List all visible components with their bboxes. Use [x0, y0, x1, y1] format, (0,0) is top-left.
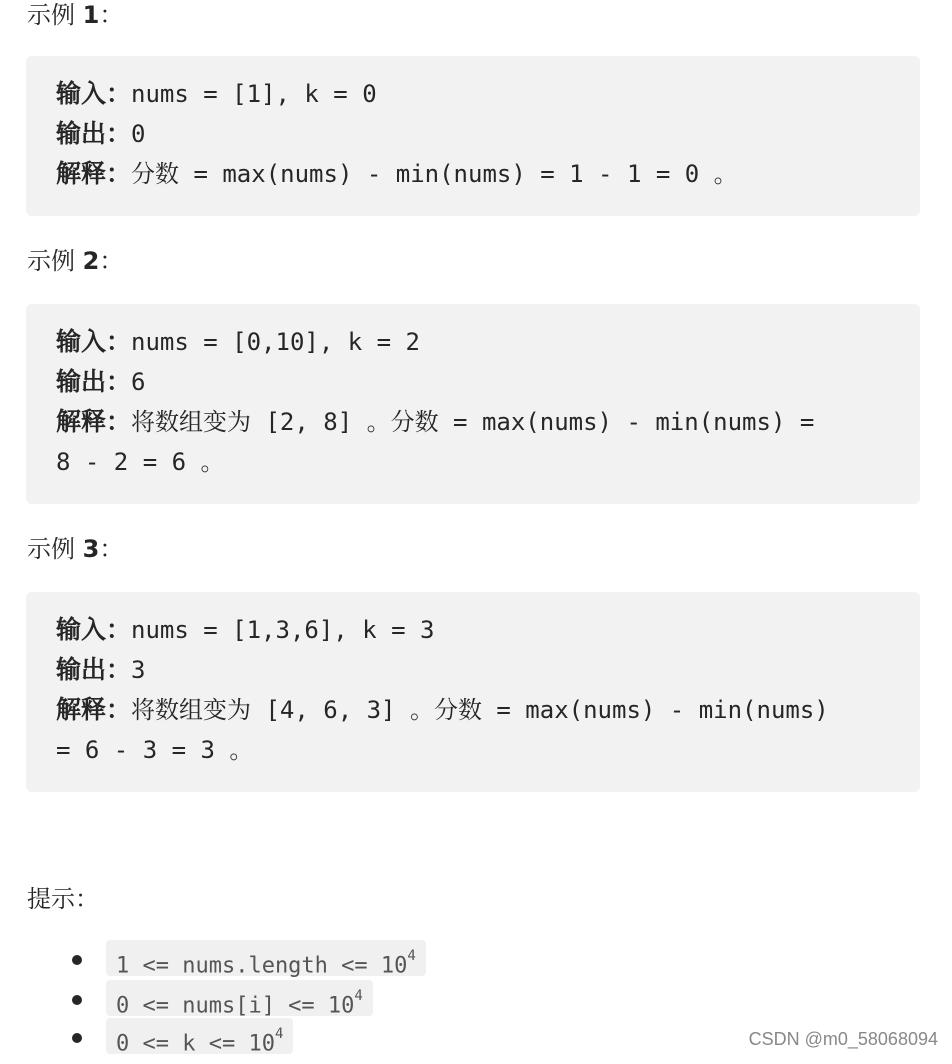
- hint-exponent: 4: [407, 948, 416, 964]
- bullet-icon: [72, 1033, 82, 1043]
- hint-code: [106, 980, 373, 1019]
- line-label: 输入：: [56, 615, 132, 644]
- hint-exponent: 4: [354, 988, 363, 1004]
- line-text: 3: [131, 656, 146, 684]
- line-label: 输出：: [56, 119, 132, 148]
- hint-text: 1 <= nums.length <= 10: [116, 953, 408, 979]
- example-heading-suffix: ：: [99, 247, 124, 275]
- hint-code: [106, 940, 426, 979]
- example-3-heading: [27, 534, 123, 564]
- example-heading-prefix: 示例: [27, 535, 83, 563]
- example-line: [56, 114, 890, 154]
- line-label: 输入：: [56, 327, 132, 356]
- bullet-icon: [72, 995, 82, 1005]
- example-line: [56, 610, 890, 650]
- example-1-code-block: [26, 56, 920, 216]
- example-heading-prefix: 示例: [27, 1, 83, 29]
- line-text: 将数组变为 [2, 8] 。分数 = max(nums) - min(nums) =: [131, 408, 815, 436]
- example-line: [56, 730, 890, 770]
- line-label: 输出：: [56, 655, 132, 684]
- example-heading-number: 1: [82, 1, 100, 29]
- line-text: = 6 - 3 = 3 。: [56, 736, 254, 764]
- line-text: nums = [1], k = 0: [131, 80, 377, 108]
- line-text: 6: [131, 368, 146, 396]
- example-line: [56, 322, 890, 362]
- example-line: [56, 74, 890, 114]
- example-line: [56, 362, 890, 402]
- example-1-heading: [27, 0, 123, 30]
- hint-text: 0 <= nums[i] <= 10: [116, 993, 355, 1019]
- hint-code: [106, 1018, 293, 1057]
- example-heading-number: 3: [82, 535, 100, 563]
- line-text: 分数 = max(nums) - min(nums) = 1 - 1 = 0 。: [131, 160, 738, 188]
- example-2-heading: [27, 246, 123, 276]
- example-3-code-block: [26, 592, 920, 792]
- line-label: 解释：: [56, 695, 132, 724]
- line-text: nums = [0,10], k = 2: [131, 328, 420, 356]
- hint-exponent: 4: [274, 1026, 284, 1042]
- line-text: 8 - 2 = 6 。: [56, 448, 225, 476]
- example-line: [56, 154, 890, 194]
- hints-heading: 提示：: [27, 885, 99, 913]
- example-heading-suffix: ：: [99, 535, 124, 563]
- watermark: CSDN @m0_58068094: [748, 1029, 938, 1049]
- example-line: [56, 442, 890, 482]
- example-heading-prefix: 示例: [27, 247, 83, 275]
- line-label: 输入：: [56, 79, 132, 108]
- line-text: 0: [131, 120, 146, 148]
- example-2-code-block: [26, 304, 920, 504]
- line-label: 解释：: [56, 159, 132, 188]
- example-line: [56, 690, 890, 730]
- hint-text: 0 <= k <= 10: [116, 1031, 275, 1057]
- example-line: [56, 402, 890, 442]
- bullet-icon: [72, 955, 82, 965]
- line-text: nums = [1,3,6], k = 3: [131, 616, 435, 644]
- line-text: 将数组变为 [4, 6, 3] 。分数 = max(nums) - min(nums): [131, 696, 829, 724]
- line-label: 解释：: [56, 407, 132, 436]
- example-heading-number: 2: [82, 247, 100, 275]
- example-line: [56, 650, 890, 690]
- example-heading-suffix: ：: [99, 1, 124, 29]
- line-label: 输出：: [56, 367, 132, 396]
